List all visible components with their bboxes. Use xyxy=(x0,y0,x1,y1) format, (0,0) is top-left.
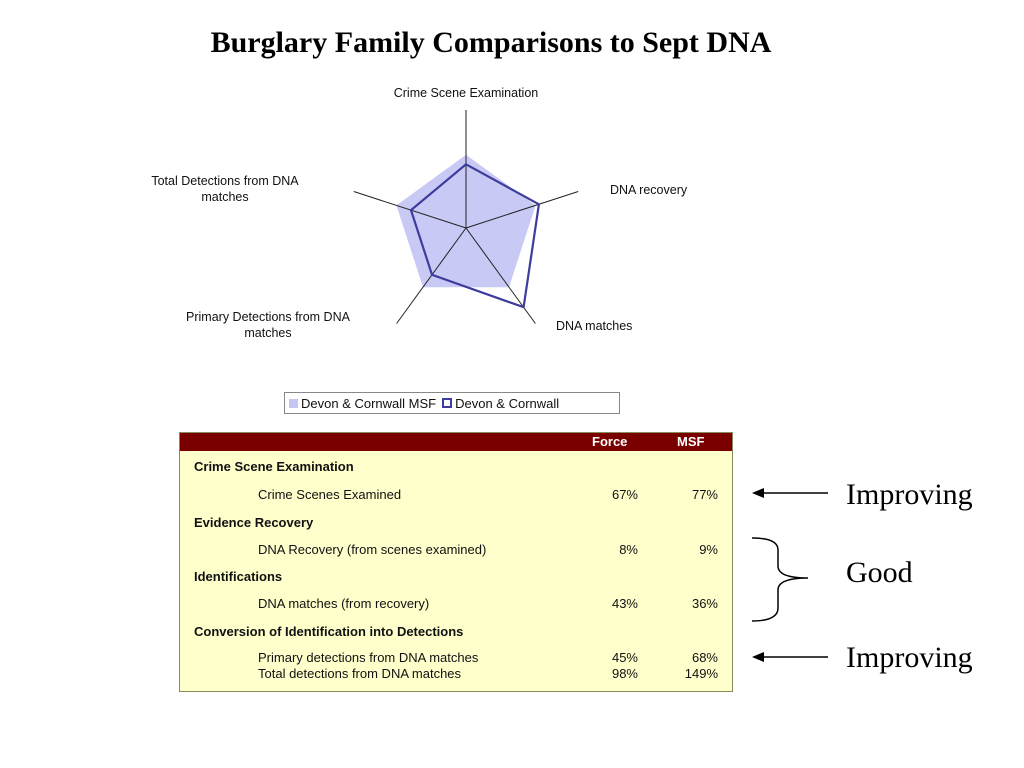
row-msf-value: 77% xyxy=(691,487,718,502)
row-msf-value: 9% xyxy=(699,542,718,557)
legend-label-force: Devon & Cornwall xyxy=(455,395,560,411)
arrow-icon xyxy=(752,652,828,662)
row-label: DNA matches (from recovery) xyxy=(258,596,430,611)
axis-label: matches xyxy=(201,190,249,204)
annotation-good: Good xyxy=(846,556,913,589)
row-msf-value: 149% xyxy=(684,666,718,681)
annotation-improving: Improving xyxy=(846,478,973,511)
row-force-value: 8% xyxy=(619,542,638,557)
section-title: Crime Scene Examination xyxy=(194,459,354,474)
axis-label: matches xyxy=(244,326,292,340)
arrow-icon xyxy=(752,488,828,498)
curly-brace-icon xyxy=(752,538,808,621)
row-force-value: 98% xyxy=(611,666,638,681)
axis-label: DNA matches xyxy=(556,319,633,333)
axis-label: Crime Scene Examination xyxy=(393,86,539,100)
row-label: Primary detections from DNA matches xyxy=(258,650,479,665)
page-title: Burglary Family Comparisons to Sept DNA xyxy=(210,26,772,59)
row-force-value: 45% xyxy=(611,650,638,665)
axis-label: Primary Detections from DNA xyxy=(186,310,350,324)
section-title: Identifications xyxy=(194,569,283,584)
row-label: Total detections from DNA matches xyxy=(258,666,462,681)
row-force-value: 67% xyxy=(611,487,638,502)
header-msf: MSF xyxy=(677,434,705,449)
row-label: Crime Scenes Examined xyxy=(258,487,402,502)
row-force-value: 43% xyxy=(611,596,638,611)
section-title: Conversion of Identification into Detections xyxy=(194,624,464,639)
row-msf-value: 68% xyxy=(691,650,718,665)
axis-label: DNA recovery xyxy=(610,183,688,197)
row-msf-value: 36% xyxy=(691,596,718,611)
header-force: Force xyxy=(592,434,628,449)
legend-label-msf: Devon & Cornwall MSF xyxy=(301,395,437,411)
row-label: DNA Recovery (from scenes examined) xyxy=(258,542,487,557)
axis-label: Total Detections from DNA xyxy=(151,174,299,188)
annotation-improving: Improving xyxy=(846,641,973,674)
section-title: Evidence Recovery xyxy=(194,515,314,530)
